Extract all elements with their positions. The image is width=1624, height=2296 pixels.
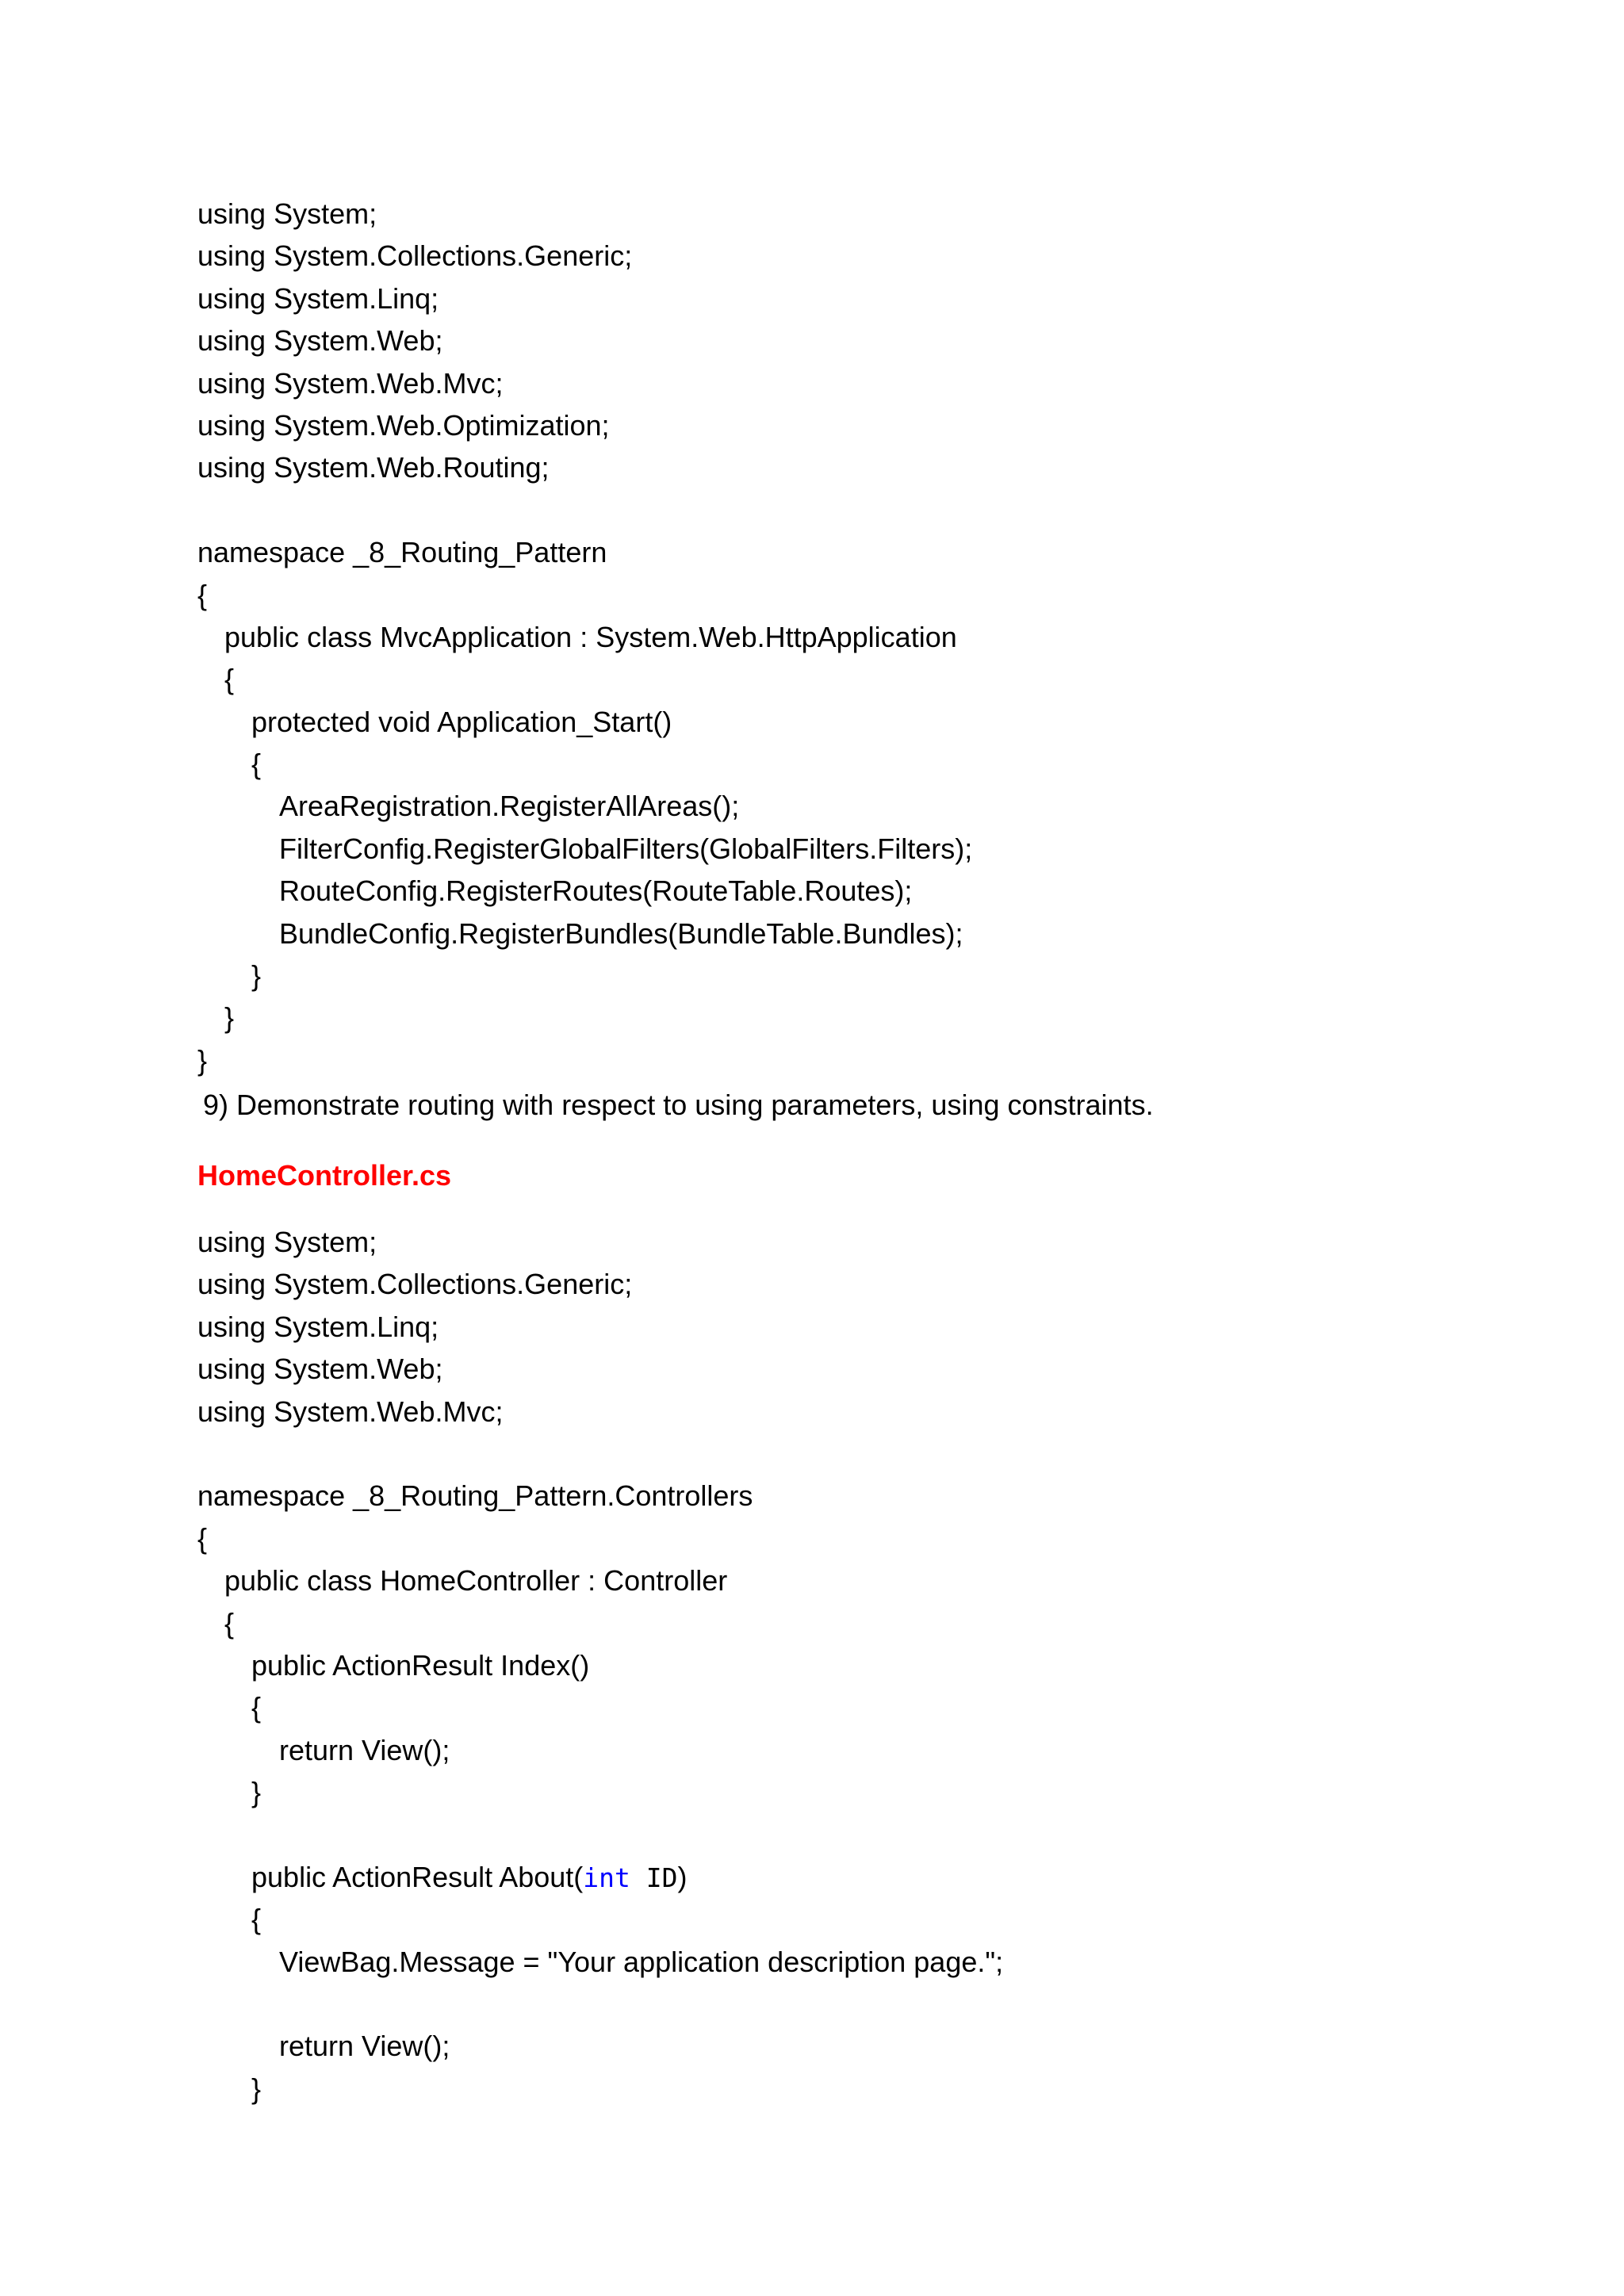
code-line: public class MvcApplication : System.Web.HttpApplication [224, 620, 957, 653]
blank-line [197, 489, 1545, 531]
question-text: 9) Demonstrate routing with respect to using parameters, using constraints. [203, 1089, 1154, 1121]
code-line: } [224, 1001, 235, 1035]
code-line: BundleConfig.RegisterBundles(BundleTable.Bundles); [279, 916, 963, 950]
code-line: using System.Web; [197, 324, 443, 358]
code-line: { [251, 748, 262, 781]
keyword-int: int [583, 1862, 630, 1893]
code-line: using System.Collections.Generic; [197, 1268, 633, 1301]
code-line: using System; [197, 197, 377, 230]
code-line: { [224, 1606, 235, 1640]
global-asax-code-block [197, 193, 1545, 1081]
parameter-name: ID [630, 1862, 678, 1893]
blank-line [197, 1983, 1545, 2025]
code-line: using System.Collections.Generic; [197, 239, 633, 273]
code-line: { [224, 663, 235, 696]
code-line: namespace _8_Routing_Pattern.Controllers [197, 1479, 753, 1513]
code-line: public class HomeController : Controller [224, 1564, 728, 1598]
home-controller-code-block [197, 1221, 1545, 2110]
code-line: { [197, 1521, 208, 1555]
code-text: ) [677, 1860, 688, 1893]
code-line: FilterConfig.RegisterGlobalFilters(GlobalFilters.Filters); [279, 832, 973, 865]
code-line: } [251, 1776, 262, 1809]
code-line [197, 1856, 1545, 1898]
code-line: using System.Web; [197, 1353, 443, 1386]
blank-line [197, 1813, 1545, 1855]
code-line: using System.Web.Mvc; [197, 366, 504, 400]
code-line: RouteConfig.RegisterRoutes(RouteTable.Routes); [279, 874, 913, 908]
blank-line [197, 1433, 1545, 1475]
code-line: { [251, 1903, 262, 1936]
code-line: public ActionResult Index() [251, 1648, 590, 1682]
code-text: public ActionResult About( [251, 1860, 584, 1893]
file-heading: HomeController.cs [197, 1159, 452, 1192]
code-line: protected void Application_Start() [251, 705, 672, 738]
code-line: using System.Linq; [197, 281, 439, 315]
code-line: return View(); [279, 1733, 450, 1766]
code-line: } [197, 1043, 208, 1077]
code-line: namespace _8_Routing_Pattern [197, 536, 607, 569]
code-line: using System; [197, 1226, 377, 1258]
code-line: using System.Web.Optimization; [197, 408, 610, 442]
code-line: AreaRegistration.RegisterAllAreas(); [279, 790, 740, 823]
code-line: } [251, 2072, 262, 2105]
code-line: using System.Linq; [197, 1310, 439, 1343]
code-line: { [251, 1691, 262, 1724]
code-line: { [197, 578, 208, 611]
code-line: ViewBag.Message = "Your application description page."; [279, 1945, 1004, 1978]
code-line: } [251, 959, 262, 993]
code-line: return View(); [279, 2030, 450, 2063]
code-line: using System.Web.Mvc; [197, 1395, 504, 1428]
code-line: using System.Web.Routing; [197, 451, 550, 484]
